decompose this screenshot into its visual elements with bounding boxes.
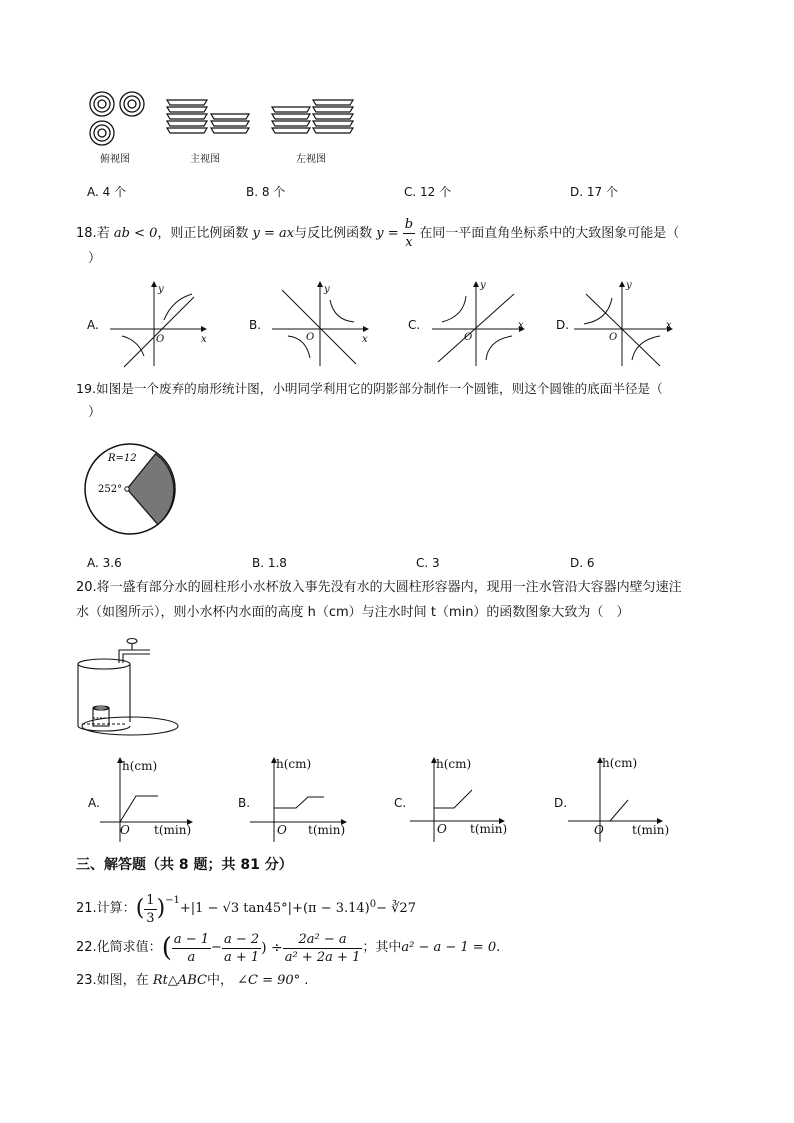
- q18-c-origin: O: [464, 332, 473, 343]
- q18-b-y-label: y: [324, 284, 330, 295]
- q22-frac1-den: a: [187, 949, 196, 965]
- q19-option-a[interactable]: A. 3.6: [87, 556, 122, 570]
- q18-frac-den: x: [405, 235, 413, 250]
- q18-option-b[interactable]: B.: [249, 318, 262, 332]
- q23-line: [76, 972, 308, 990]
- q20-d-y-label: h(cm): [602, 756, 638, 770]
- q20-b-y-label: h(cm): [276, 757, 312, 771]
- left-view-drawing: [272, 100, 353, 133]
- q20-d-origin: O: [594, 823, 604, 837]
- caption-front-view: 主视图: [190, 154, 220, 165]
- q22-paren-close: ) ÷: [261, 940, 283, 956]
- q18-frac-num: b: [404, 217, 414, 232]
- q18-c-y-label: y: [480, 280, 486, 291]
- q21-paren-open: (: [135, 896, 145, 921]
- q20-c-y-label: h(cm): [436, 757, 472, 771]
- q20-option-b[interactable]: B.: [238, 796, 251, 810]
- q18-stem: [76, 216, 679, 251]
- q21-part3: − ∛27: [376, 901, 416, 916]
- q18-graphs: [84, 272, 724, 372]
- q22-label: 22.化简求值：: [76, 940, 162, 955]
- q18-option-a[interactable]: A.: [87, 318, 99, 332]
- q22-fraction-2: [222, 931, 261, 966]
- q18-a-y-label: y: [158, 284, 164, 295]
- q19-option-c[interactable]: C. 3: [416, 556, 440, 570]
- q21-part2: +|1 − √3 tan45°|+(π − 3.14): [179, 901, 370, 916]
- q18-proportional-function: y = ax: [252, 226, 295, 241]
- q18-d-y-label: y: [626, 280, 632, 291]
- q21-fraction: [144, 892, 156, 927]
- q18-condition: ab < 0: [113, 226, 158, 241]
- q20-option-d[interactable]: D.: [554, 796, 568, 810]
- q17-option-d[interactable]: D. 17 个: [570, 185, 618, 199]
- q20-c-origin: O: [437, 822, 447, 836]
- q21-exponent-zero: 0: [369, 899, 377, 910]
- q22-fraction-1: [172, 931, 211, 966]
- q20-stem-line1: 20.将一盛有部分水的圆柱形小水杯放入事先没有水的大圆柱形容器内，现用一注水管沿大容器内壁匀速注: [76, 580, 682, 595]
- q22-frac1-num: a − 1: [173, 931, 210, 947]
- q20-container-figure: [74, 630, 184, 742]
- q20-stem-line2: 水（如图所示），则小水杯内水面的高度 h（cm）与注水时间 t（min）的函数图象大致为（ ）: [76, 605, 630, 620]
- q20-a-y-label: h(cm): [122, 759, 158, 773]
- q20-c-x-label: t(min): [470, 822, 508, 836]
- q23-angle: ∠C = 90°: [237, 973, 301, 988]
- q22-line: [76, 928, 500, 968]
- q21-line: [76, 892, 416, 926]
- q18-fraction-b-over-x: [403, 216, 415, 251]
- q20-a-x-label: t(min): [154, 823, 192, 837]
- q22-frac2-den: a + 1: [223, 949, 260, 965]
- q18-b-x-label: x: [362, 334, 368, 345]
- q21-frac-num: 1: [146, 892, 155, 908]
- caption-top-view: 俯视图: [100, 154, 130, 165]
- q18-text-c: 与反比例函数: [294, 226, 373, 241]
- q17-option-a[interactable]: A. 4 个: [87, 185, 127, 199]
- q19-option-d[interactable]: D. 6: [570, 556, 595, 570]
- q19-close-paren: ）: [88, 405, 102, 420]
- q23-triangle: Rt△ABC: [152, 973, 207, 988]
- q22-paren-open: (: [161, 933, 172, 963]
- front-view-drawing: [167, 100, 249, 133]
- q18-close-paren: ）: [88, 251, 102, 266]
- q18-a-x-label: x: [201, 334, 207, 345]
- q22-frac3-num: 2a² − a: [283, 931, 363, 949]
- q22-minus: −: [211, 940, 222, 955]
- q18-c-x-label: x: [518, 320, 524, 331]
- q18-option-c[interactable]: C.: [408, 318, 421, 332]
- q20-b-x-label: t(min): [308, 823, 346, 837]
- q20-option-c[interactable]: C.: [394, 796, 407, 810]
- q18-graph-b: [272, 282, 368, 366]
- q18-a-origin: O: [156, 334, 165, 345]
- q19-sector-figure: [82, 442, 178, 538]
- q20-a-origin: O: [120, 823, 130, 837]
- q20-option-a[interactable]: A.: [88, 796, 100, 810]
- q22-frac3-den: a² + 2a + 1: [284, 949, 361, 965]
- q22-frac2-num: a − 2: [223, 931, 260, 947]
- q18-graph-d: [574, 282, 672, 366]
- q22-condition: a² − a − 1 = 0.: [401, 940, 501, 955]
- q18-f2-lhs: y =: [376, 226, 399, 241]
- q18-b-origin: O: [306, 332, 315, 343]
- q18-text-b: ，则正比例函数: [157, 226, 249, 241]
- q20-b-origin: O: [277, 823, 287, 837]
- q18-option-d[interactable]: D.: [556, 318, 570, 332]
- q21-exponent: −1: [165, 895, 180, 906]
- q19-stem: 19.如图是一个废弃的扇形统计图，小明同学利用它的阴影部分制作一个圆锥，则这个圆锥的底面半径是（: [76, 381, 663, 396]
- q18-text-a: 若: [96, 226, 110, 241]
- q23-label: 23.如图，在: [76, 973, 153, 988]
- q18-graph-c: [432, 282, 524, 366]
- q22-tail: ；其中: [362, 940, 402, 955]
- section-3-title: 三、解答题（共 8 题；共 81 分）: [76, 857, 293, 873]
- q23-mid: 中，: [206, 973, 238, 988]
- q18-d-origin: O: [609, 332, 618, 343]
- angle-label: 252°: [98, 484, 123, 495]
- q17-option-b[interactable]: B. 8 个: [246, 185, 286, 199]
- caption-left-view: 左视图: [296, 154, 326, 165]
- q18-number: 18.: [76, 226, 97, 241]
- q21-paren-close: ): [156, 896, 166, 921]
- q21-frac-den: 3: [146, 910, 155, 926]
- q22-fraction-3: [283, 931, 363, 966]
- top-view-drawing: [90, 92, 144, 145]
- q23-end: .: [300, 973, 309, 988]
- q18-d-x-label: x: [666, 320, 672, 331]
- q18-text-d: 在同一平面直角坐标系中的大致图象可能是（: [419, 226, 680, 241]
- q21-label: 21.计算：: [76, 901, 136, 916]
- q17-option-c[interactable]: C. 12 个: [404, 185, 452, 199]
- radius-label: R=12: [108, 453, 137, 464]
- q20-d-x-label: t(min): [632, 823, 670, 837]
- q19-option-b[interactable]: B. 1.8: [252, 556, 287, 570]
